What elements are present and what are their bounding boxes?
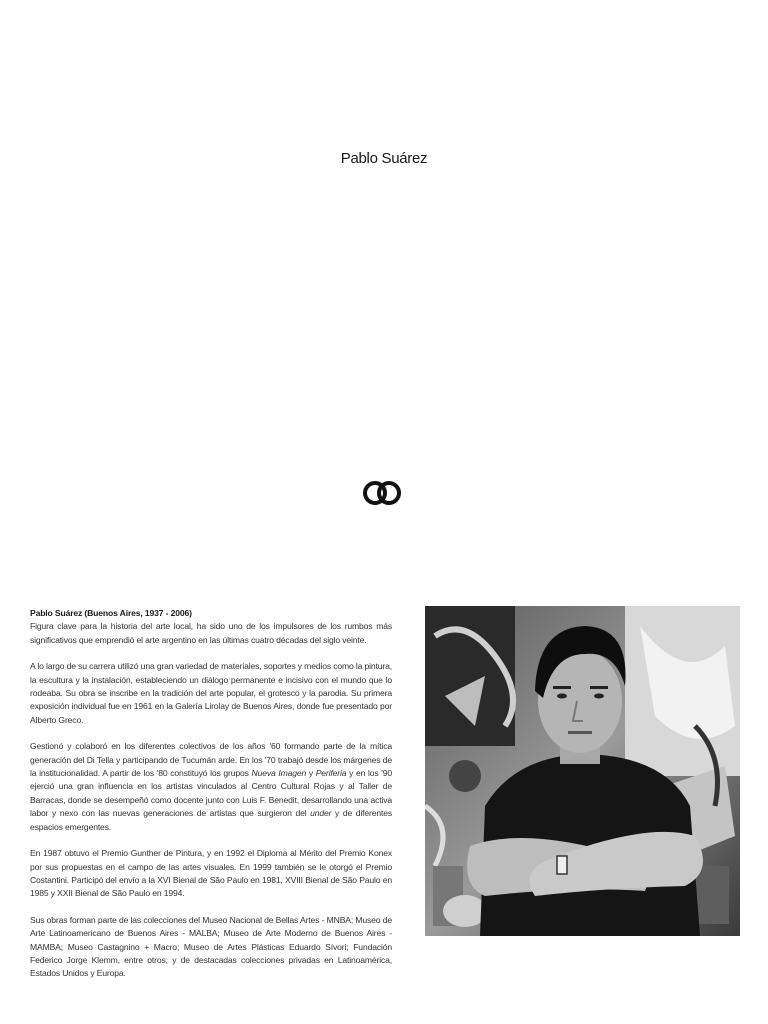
bio-text: Figura clave para la historia del arte local, ha sido uno de los impulsores de los rumbos más significativos que emprendió el arte argentino en las últimas cuatro décadas del siglo veinte. [30, 621, 392, 645]
bio-emphasis: under [310, 808, 332, 819]
interlocked-rings-icon [362, 478, 402, 508]
bio-text: Gestionó y colaboró en los diferentes colectivos de los años '60 formando parte de la mítica generación del Di Tella y participando de Tucumán arde. En los '70 trabajó desde los márgenes de la institucionalidad. A partir de los '80 constituyó los grupos [30, 741, 392, 779]
bio-emphasis: Periferia [315, 768, 347, 779]
artist-biography [30, 607, 392, 994]
page-title: Pablo Suárez [340, 150, 428, 167]
bio-emphasis: Nueva Imagen [251, 768, 307, 779]
artist-portrait-photo [425, 606, 740, 936]
bio-paragraph-intro [30, 607, 392, 647]
bio-text: y de diferentes espacios emergentes. [30, 808, 392, 832]
bio-paragraph [30, 740, 392, 834]
bio-paragraph: En 1987 obtuvo el Premio Gunther de Pintura, y en 1992 el Diploma al Mérito del Premio Konex por sus propuestas en el campo de las artes visuales. En 1999 también se le otorgó el Premio Costantini. Participó del envío a la XVI Bienal de São Paulo en 1981, XVIII Bienal de São Paulo en 1985 y XXII Bienal de São Paulo en 1994. [30, 848, 392, 899]
bio-paragraph: A lo largo de su carrera utilizó una gran variedad de materiales, soportes y medios como la pintura, la escultura y la instalación, estableciendo un diálogo permanente e incisivo con el mundo que lo rodeaba. Su obra se inscribe en la tradición del arte popular, el grotesco y la parodia. Su primera exposición individual fue en 1961 en la Galería Lirolay de Buenos Aires, donde fue presentado por Alberto Greco. [30, 661, 392, 725]
bio-heading: Pablo Suárez (Buenos Aires, 1937 - 2006) [30, 608, 192, 618]
bio-paragraph: Sus obras forman parte de las colecciones del Museo Nacional de Bellas Artes - MNBA; Museo de Arte Latinoamericano de Buenos Aires - MALBA; Museo de Arte Moderno de Buenos Aires - MAMBA; Museo Castagnino + Macro; Museo de Artes Plásticas Eduardo Sívori; Fundación Federico Jorge Klemm, entre otros; y de destacadas colecciones privadas en Latinoamérica, Estados Unidos y Europa. [30, 914, 392, 979]
bio-text: y en los '90 ejerció una gran influencia en los artistas vinculados al Centro Cultural Rojas y al Taller de Barracas, donde se desempeñó como docente junto con Luis F. Benedit, desarrollando una activa labor y nexo con las nuevas generaciones de artistas que surgieron del [30, 768, 392, 819]
bio-text: y [306, 768, 316, 779]
